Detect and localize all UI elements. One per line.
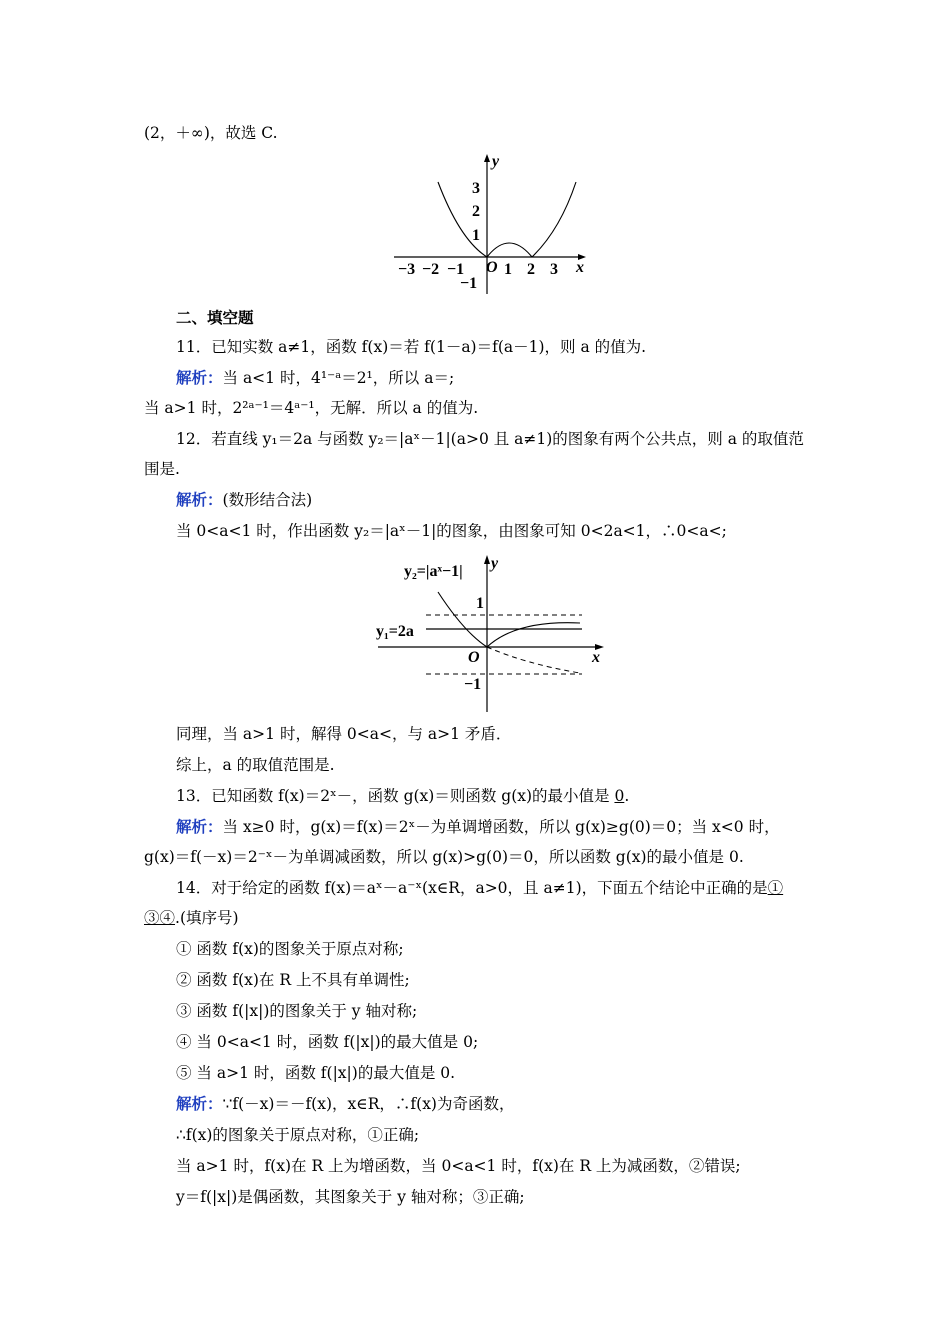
fig2-x-label: x (592, 649, 600, 666)
fig1-y-arrow (484, 154, 490, 162)
fig1-xtick-m2: −2 (422, 261, 440, 278)
answer-12-line-2: 同理，当 a>1 时，解得 0<a<，与 a>1 矛盾． (176, 725, 512, 743)
answer-14-text: ∵f(－x)＝－f(x)，x∈R，∴f(x)为奇函数， (222, 1095, 515, 1113)
answer-12-line-1: 当 0<a<1 时，作出函数 y₂＝|aˣ－1|的图象，由图象可知 0<2a<1，∴0<a<; (176, 522, 727, 540)
figure-1-graph (390, 150, 590, 298)
analysis-label: 解析： (176, 1094, 223, 1113)
fig2-y-arrow (484, 555, 490, 564)
fig1-ytick-m1: −1 (460, 275, 478, 292)
question-14-text: 14．对于给定的函数 f(x)＝aˣ－a⁻ˣ(x∈R，a>0，且 a≠1)，下面五个结论中正确的是 (176, 879, 768, 897)
answer-13-text: 当 x≥0 时，g(x)＝f(x)＝2ˣ－为单调增函数，所以 g(x)≥g(0)＝0；当 x<0 时， (222, 818, 780, 836)
fig1-xtick-3: 3 (550, 261, 558, 278)
fig1-xtick-2: 2 (527, 261, 535, 278)
fig1-right-curve (532, 182, 576, 257)
question-14-line-2 (144, 907, 824, 929)
question-12-line-1: 12．若直线 y₁＝2a 与函数 y₂＝|aˣ－1|(a>0 且 a≠1)的图象有两个公共点，则 a 的取值范 (176, 430, 804, 448)
fig1-origin-label: O (486, 259, 498, 276)
fig1-xtick-1: 1 (504, 261, 512, 278)
question-13-answer: 0 (614, 787, 625, 805)
question-14-answer-part2: ③④ (144, 909, 176, 927)
question-13-text: 13．已知函数 f(x)＝2ˣ－，函数 g(x)＝则函数 g(x)的最小值是 (176, 787, 615, 805)
analysis-label: 解析： (176, 817, 223, 836)
question-14-end: .(填序号) (175, 909, 239, 927)
fig2-y2-label: y₂=|aˣ−1| (404, 563, 463, 580)
fig1-xtick-m1: −1 (447, 261, 465, 278)
fig2-y-label: y (491, 555, 499, 572)
figure-2-graph (376, 552, 612, 718)
option-3: ③ 函数 f(|x|)的图象关于 y 轴对称; (176, 1002, 418, 1020)
answer-14-line-3: 当 a>1 时，f(x)在 R 上为增函数，当 0<a<1 时，f(x)在 R 上为减函数，②错误; (176, 1157, 741, 1175)
question-12-line-2: 围是. (144, 460, 180, 478)
fig1-ytick-2: 2 (472, 203, 480, 220)
fig2-y1-label: y₁=2a (376, 623, 414, 640)
question-13-end: . (624, 787, 630, 805)
analysis-label: 解析： (176, 368, 223, 387)
answer-13-line-1 (176, 816, 856, 838)
fig2-origin-label: O (468, 649, 480, 666)
answer-11-line-2: 当 a>1 时，2²ᵃ⁻¹＝4ᵃ⁻¹，无解．所以 a 的值为. (144, 399, 479, 417)
fig2-tick-1: 1 (476, 595, 484, 612)
fig2-curve-dashed (487, 647, 580, 673)
answer-12-method: (数形结合法) (222, 491, 313, 509)
answer-13-line-2: g(x)＝f(－x)＝2⁻ˣ－为单调减函数，所以 g(x)>g(0)＝0，所以函数 g(x)的最小值是 0. (144, 848, 744, 866)
option-1: ① 函数 f(x)的图象关于原点对称; (176, 940, 404, 958)
option-2: ② 函数 f(x)在 R 上不具有单调性; (176, 971, 410, 989)
answer-14-line-4: y＝f(|x|)是偶函数，其图象关于 y 轴对称；③正确; (176, 1188, 525, 1206)
answer-12-line-0 (176, 489, 856, 511)
fig1-middle-arc (487, 243, 532, 257)
question-14-line-1 (176, 877, 856, 899)
fig1-xtick-m3: −3 (398, 261, 416, 278)
answer-12-line-3: 综上，a 的取值范围是. (176, 756, 335, 774)
fig1-ytick-1: 1 (472, 227, 480, 244)
section-title: 二、填空题 (176, 308, 254, 327)
text-line: (2，＋∞)，故选 C. (144, 124, 278, 142)
answer-14-line-2: ∴f(x)的图象关于原点对称，①正确; (176, 1126, 420, 1144)
answer-14-line-1 (176, 1093, 856, 1115)
option-4: ④ 当 0<a<1 时，函数 f(|x|)的最大值是 0; (176, 1033, 479, 1051)
fig1-ytick-3: 3 (472, 180, 480, 197)
option-5: ⑤ 当 a>1 时，函数 f(|x|)的最大值是 0. (176, 1064, 456, 1082)
question-14-answer-part1: ① (767, 879, 784, 897)
analysis-label: 解析： (176, 490, 223, 509)
question-13 (176, 785, 856, 807)
fig1-y-label: y (492, 153, 500, 170)
question-11: 11．已知实数 a≠1，函数 f(x)＝若 f(1－a)＝f(a－1)，则 a 的值为. (176, 338, 647, 356)
answer-11-text: 当 a<1 时，4¹⁻ᵃ＝2¹，所以 a＝; (222, 369, 455, 387)
fig2-curve-right (487, 623, 580, 647)
fig2-tick-m1: −1 (464, 676, 482, 693)
answer-11-line-1 (176, 367, 856, 389)
fig1-x-label: x (576, 259, 584, 276)
